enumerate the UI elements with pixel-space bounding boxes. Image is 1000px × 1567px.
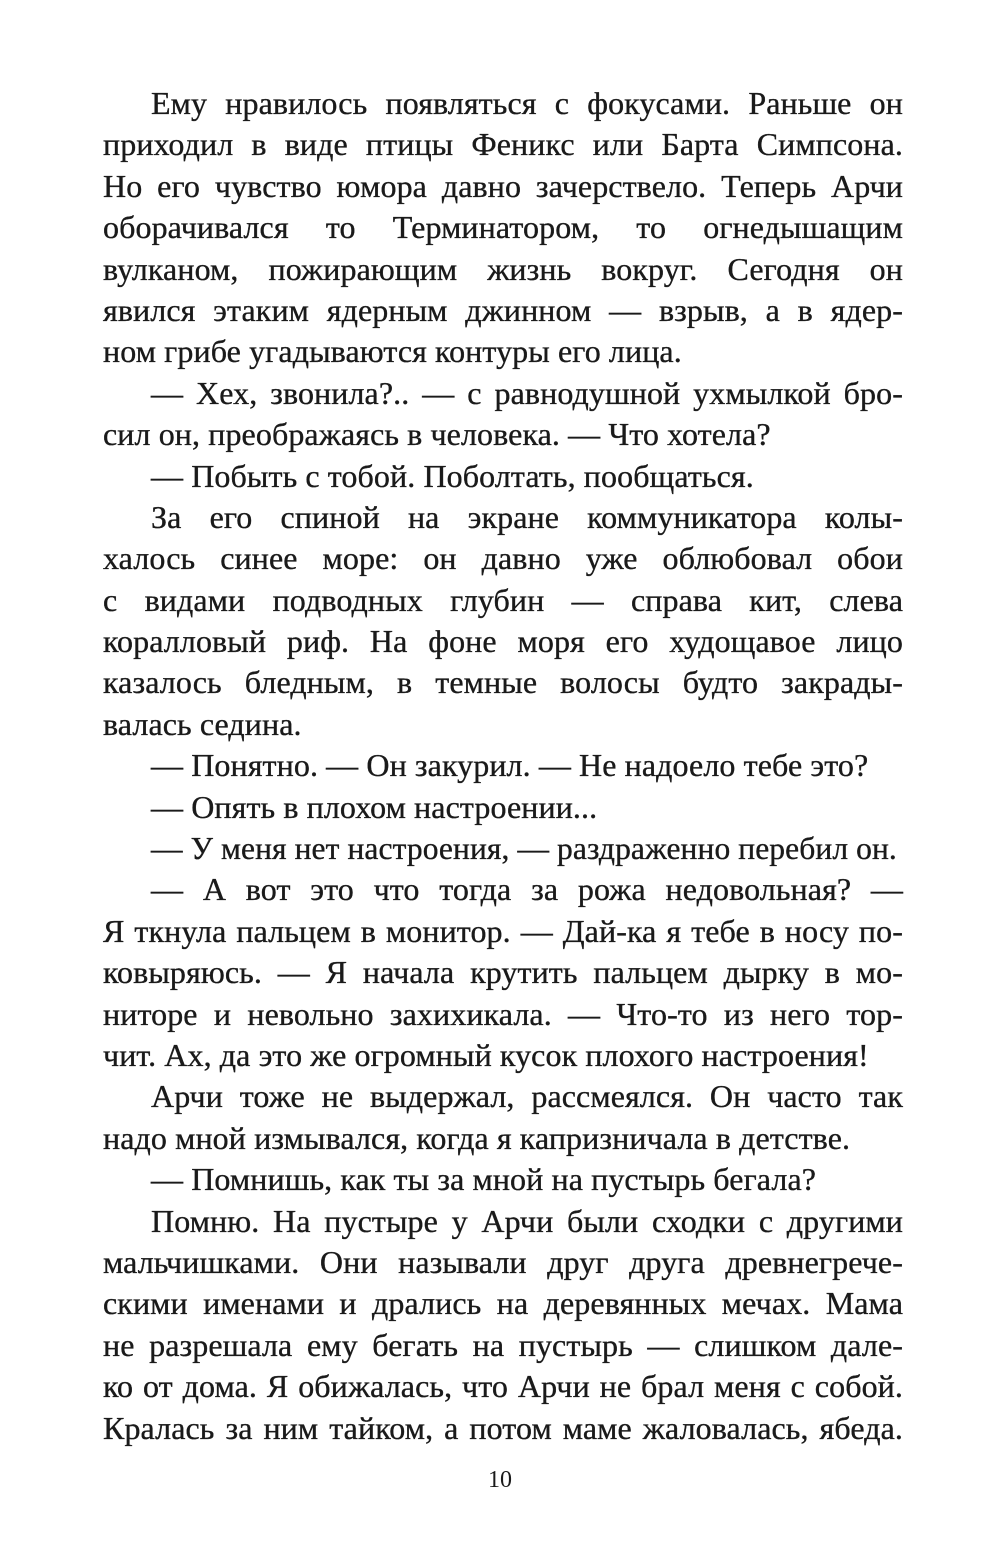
text-line: — А вот это что тогда за рожа недовольная? — (151, 871, 903, 908)
text-line: не разрешала ему бегать на пустырь — слишком дале- (103, 1326, 903, 1363)
text-line: Кралась за ним тайком, а потом маме жаловалась, ябеда. (103, 1409, 903, 1446)
text-line: Помню. На пустыре у Арчи были сходки с другими (151, 1202, 903, 1239)
text-line: — Опять в плохом настроении... (151, 788, 598, 825)
text-line: скими именами и дрались на деревянных мечах. Мама (103, 1285, 903, 1322)
text-line: — Хех, звонила?.. — с равнодушной ухмылкой бро- (151, 374, 903, 411)
text-line: Но его чувство юмора давно зачерствело. Теперь Арчи (103, 167, 903, 204)
text-line: ниторе и невольно захихикала. — Что-то из него тор- (103, 995, 903, 1032)
text-line: ковыряюсь. — Я начала крутить пальцем дырку в мо- (103, 954, 903, 991)
text-line: приходил в виде птицы Феникс или Барта Симпсона. (103, 126, 903, 163)
text-line: За его спиной на экране коммуникатора колы- (151, 498, 903, 535)
text-line: оборачивался то Терминатором, то огнедышащим (103, 209, 903, 246)
text-line: Я ткнула пальцем в монитор. — Дай-ка я тебе в носу по- (103, 912, 903, 949)
text-line: явился этаким ядерным джинном — взрыв, а в ядер- (103, 291, 903, 328)
text-line: — Понятно. — Он закурил. — Не надоело тебе это? (151, 747, 869, 784)
text-line: — Побыть с тобой. Поболтать, пообщаться. (151, 457, 754, 494)
text-line: ном грибе угадываются контуры его лица. (103, 333, 682, 370)
text-line: — У меня нет настроения, — раздраженно перебил он. (151, 831, 897, 867)
text-line: Ему нравилось появляться с фокусами. Раньше он (151, 85, 903, 121)
text-line: вулканом, пожирающим жизнь вокруг. Сегодня он (103, 250, 903, 287)
text-line: с видами подводных глубин — справа кит, слева (103, 581, 903, 618)
text-line: Арчи тоже не выдержал, рассмеялся. Он часто так (151, 1078, 903, 1115)
page-number: 10 (488, 1467, 512, 1493)
text-line: — Помнишь, как ты за мной на пустырь бегала? (151, 1161, 817, 1198)
text-line: мальчишками. Они называли друг друга древнегрече- (103, 1243, 903, 1280)
body-text (103, 83, 903, 1449)
text-line: сил он, преображаясь в человека. — Что хотела? (103, 416, 771, 453)
text-line: надо мной измывался, когда я капризничала в детстве. (103, 1119, 851, 1156)
text-line: валась седина. (103, 705, 302, 742)
text-line: ко от дома. Я обижалась, что Арчи не брал меня с собой. (103, 1368, 903, 1405)
text-line: чит. Ах, да это же огромный кусок плохого настроения! (103, 1036, 869, 1073)
text-line: халось синее море: он давно уже облюбовал обои (103, 540, 903, 577)
text-line: коралловый риф. На фоне моря его худощавое лицо (103, 623, 903, 660)
text-line: казалось бледным, в темные волосы будто закрады- (103, 664, 903, 701)
